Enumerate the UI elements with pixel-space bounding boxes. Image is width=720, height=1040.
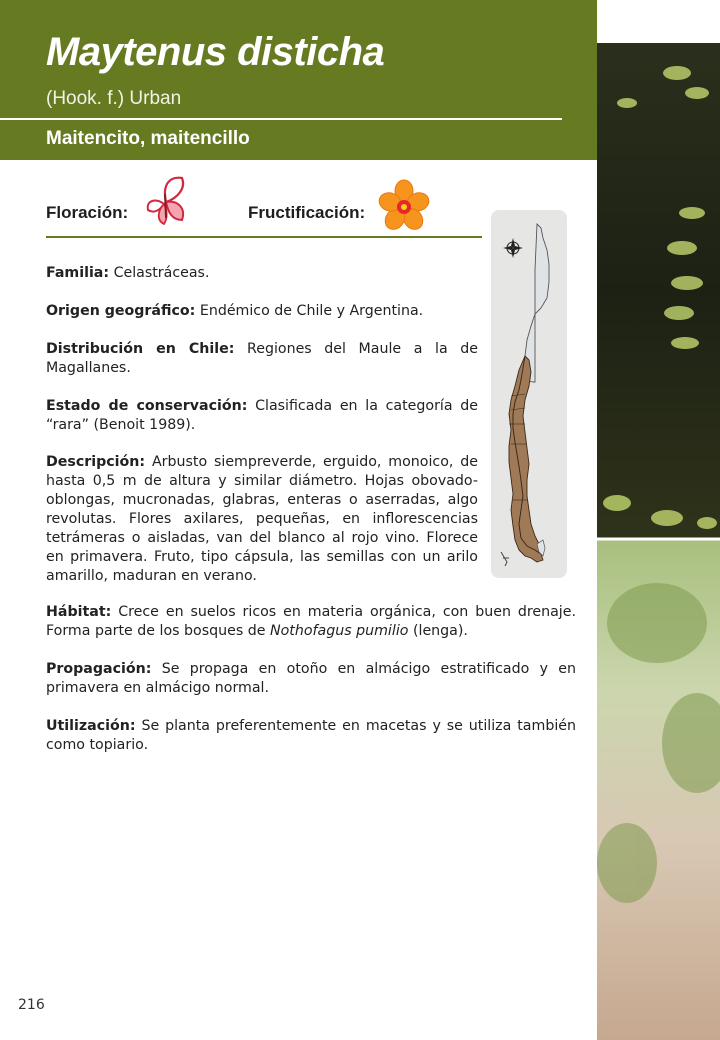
origen-label: Origen geográfico: <box>46 303 196 319</box>
chile-map <box>491 210 567 578</box>
descripcion-paragraph <box>46 453 478 586</box>
propagacion-label: Propagación: <box>46 661 152 677</box>
utilizacion-paragraph <box>46 717 576 755</box>
habitat-species: Nothofagus pumilio <box>270 623 409 639</box>
origen-paragraph <box>46 302 478 321</box>
descripcion-label: Descripción: <box>46 454 146 470</box>
utilizacion-text: Se planta preferentemente en macetas y se utiliza también como topiario. <box>46 718 576 753</box>
habitat-text: Crece en suelos ricos en materia orgánica, con buen drenaje. Forma parte de los bosques de <box>46 604 576 639</box>
butterfly-icon <box>142 174 190 228</box>
distribucion-text: Regiones del Maule a la de Magallanes. <box>46 341 478 376</box>
distribution-map <box>491 210 567 578</box>
distribucion-label: Distribución en Chile: <box>46 341 235 357</box>
utilizacion-label: Utilización: <box>46 718 136 734</box>
species-author: (Hook. f.) Urban <box>46 88 182 109</box>
fruiting-label: Fructificación: <box>248 203 366 222</box>
estado-paragraph <box>46 397 478 435</box>
plant-photo <box>597 43 720 1040</box>
habitat-text-end: (lenga). <box>408 623 468 639</box>
origen-text: Endémico de Chile y Argentina. <box>199 303 424 319</box>
familia-label: Familia: <box>46 265 110 281</box>
antarctic-inset <box>501 552 509 566</box>
estado-text: Clasificada en la categoría de “rara” (Benoit 1989). <box>46 398 478 433</box>
compass-rose-icon <box>503 238 523 258</box>
page-number: 216 <box>18 997 45 1013</box>
species-name: Maytenus disticha <box>46 30 385 74</box>
distribucion-paragraph <box>46 340 478 378</box>
estado-label: Estado de conservación: <box>46 398 248 414</box>
propagacion-paragraph <box>46 660 576 698</box>
title-band <box>0 0 597 160</box>
familia-paragraph <box>46 264 478 283</box>
habitat-paragraph <box>46 603 576 641</box>
descripcion-text: Arbusto siempreverde, erguido, monoico, de hasta 0,5 m de altura y similar diámetro. Hojas obovado-oblongas, mucronadas, glabras, enteras o aserradas, algo revolutas. Flores axilares, pequeñas, en inflorescencias tetrámeras o aisladas, van del blanco al rojo vino. Florece en primavera. Fruto, tipo cápsula, las semillas con un arilo amarillo, maduran en verano. <box>46 454 478 584</box>
phenology-divider <box>46 236 482 238</box>
common-names: Maitencito, maitencillo <box>46 128 250 149</box>
familia-text: Celastráceas. <box>113 265 210 281</box>
flowering-label: Floración: <box>46 203 129 222</box>
propagacion-text: Se propaga en otoño en almácigo estratificado y en primavera en almácigo normal. <box>46 661 577 696</box>
habitat-label: Hábitat: <box>46 604 112 620</box>
header-divider <box>0 118 562 120</box>
flower-icon <box>376 178 432 234</box>
